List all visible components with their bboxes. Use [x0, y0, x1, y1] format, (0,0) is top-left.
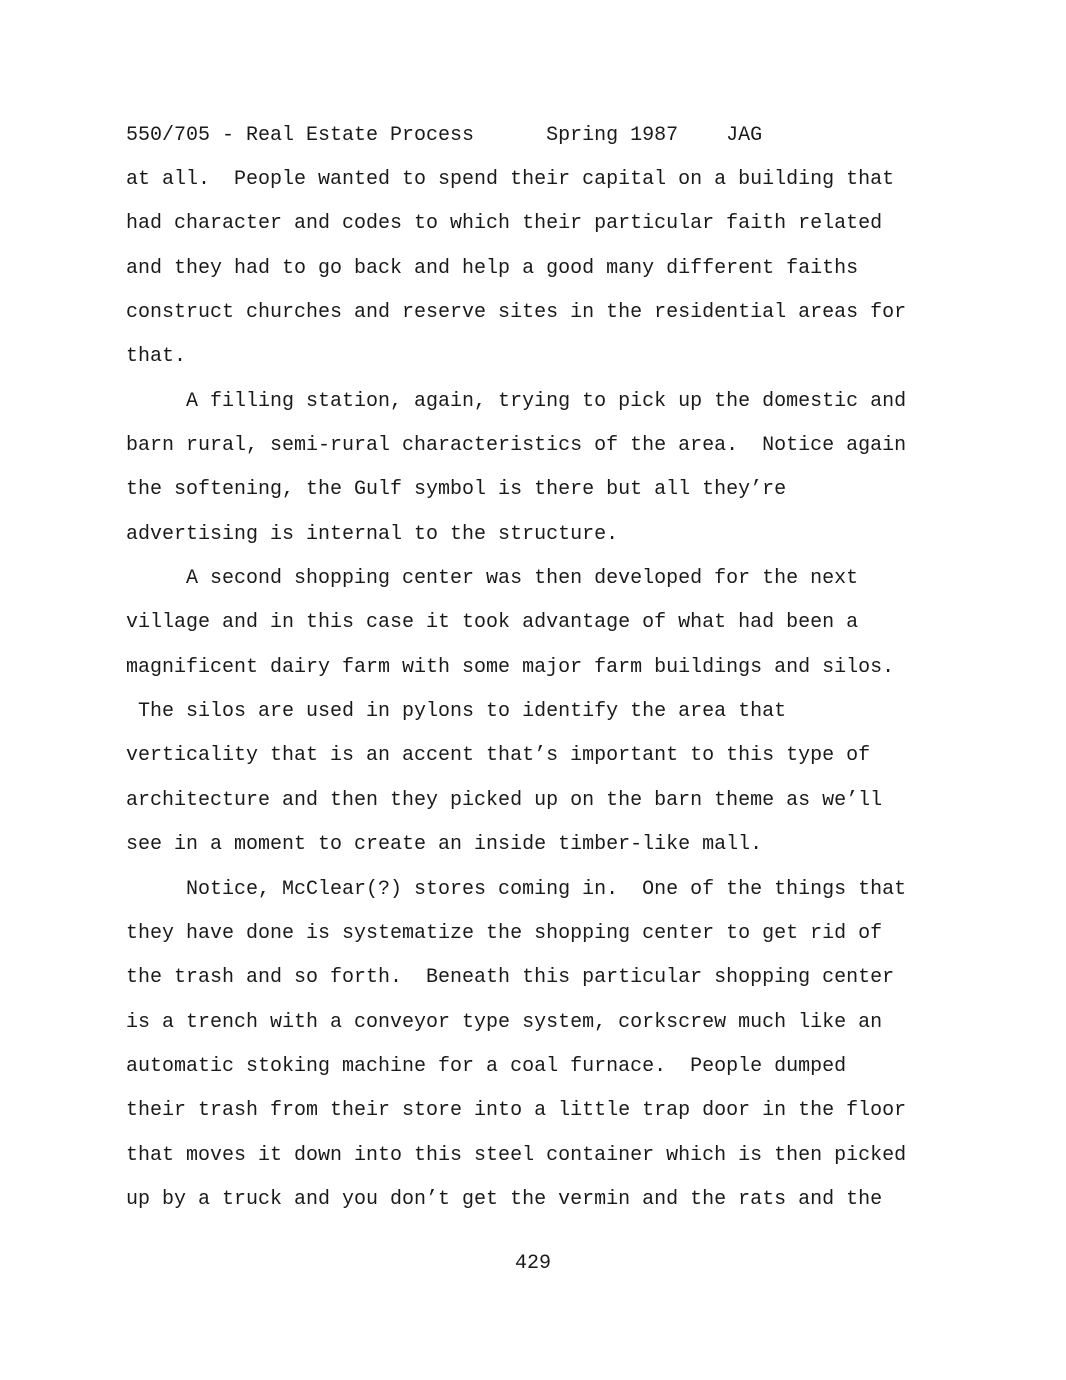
text-line: architecture and then they picked up on the barn theme as we’ll: [126, 788, 883, 812]
header-term: Spring 1987: [546, 124, 679, 147]
text-line: they have done is systematize the shopping center to get rid of: [126, 921, 883, 945]
text-line: The silos are used in pylons to identify the area that: [126, 700, 787, 724]
text-line: see in a moment to create an inside timber-like mall.: [126, 833, 763, 857]
text-line: at all. People wanted to spend their capital on a building that: [126, 168, 895, 191]
text-line: that.: [126, 345, 187, 369]
text-line: A second shopping center was then developed for the next: [126, 567, 859, 591]
text-line: construct churches and reserve sites in the residential areas for: [126, 301, 907, 325]
text-line: magnificent dairy farm with some major farm buildings and silos.: [126, 655, 895, 679]
text-line: advertising is internal to the structure.: [126, 522, 619, 546]
text-line: automatic stoking machine for a coal furnace. People dumped: [126, 1054, 847, 1078]
header-initials: JAG: [726, 124, 763, 147]
page-header: [126, 122, 762, 150]
text-line: up by a truck and you don’t get the vermin and the rats and the: [126, 1187, 883, 1211]
text-line: Notice, McClear(?) stores coming in. One of the things that: [126, 877, 907, 901]
text-line: verticality that is an accent that’s important to this type of: [126, 744, 871, 768]
text-line: their trash from their store into a little trap door in the floor: [126, 1099, 907, 1123]
text-line: barn rural, semi-rural characteristics of the area. Notice again: [126, 434, 907, 458]
text-line: A filling station, again, trying to pick up the domestic and: [126, 389, 907, 413]
text-line: that moves it down into this steel container which is then picked: [126, 1143, 907, 1167]
text-line: the trash and so forth. Beneath this particular shopping center: [126, 966, 895, 990]
text-line: had character and codes to which their particular faith related: [126, 212, 883, 236]
text-line: is a trench with a conveyor type system, corkscrew much like an: [126, 1010, 883, 1034]
text-line: and they had to go back and help a good many different faiths: [126, 256, 859, 280]
header-course: 550/705 - Real Estate Process: [126, 124, 475, 147]
text-line: village and in this case it took advantage of what had been a: [126, 611, 859, 635]
document-body: [126, 166, 956, 1230]
text-line: the softening, the Gulf symbol is there but all they’re: [126, 478, 787, 502]
page-number: 429: [514, 1252, 551, 1275]
